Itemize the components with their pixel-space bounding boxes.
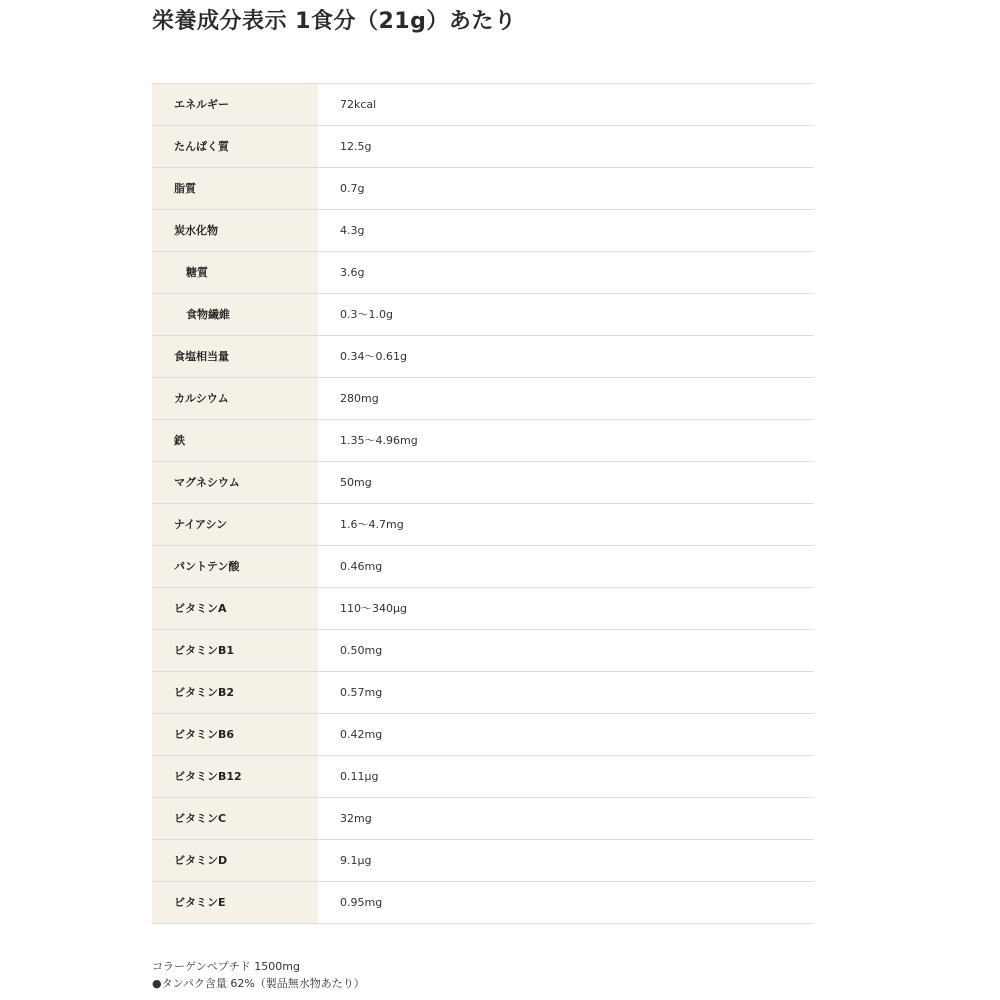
nutrient-name: ビタミンB6 [152, 714, 318, 756]
nutrient-value: 0.34～0.61g [318, 336, 814, 378]
nutrient-value: 0.57mg [318, 672, 814, 714]
table-row [152, 126, 814, 168]
nutrient-value: 12.5g [318, 126, 814, 168]
table-row [152, 252, 814, 294]
nutrient-name: ビタミンB2 [152, 672, 318, 714]
table-row [152, 504, 814, 546]
table-row [152, 336, 814, 378]
nutrient-name: ビタミンC [152, 798, 318, 840]
footnote-collagen: コラーゲンペプチド 1500mg [152, 960, 300, 973]
nutrient-value: 0.11μg [318, 756, 814, 798]
table-row [152, 756, 814, 798]
table-row [152, 882, 814, 924]
page-title: 栄養成分表示 1食分（21g）あたり [152, 9, 517, 34]
nutrient-name: 鉄 [152, 420, 318, 462]
nutrient-value: 110～340μg [318, 588, 814, 630]
nutrient-name: カルシウム [152, 378, 318, 420]
nutrient-value: 1.35～4.96mg [318, 420, 814, 462]
nutrient-name: 脂質 [152, 168, 318, 210]
nutrient-name: たんぱく質 [152, 126, 318, 168]
nutrient-name: 炭水化物 [152, 210, 318, 252]
nutrient-value: 0.50mg [318, 630, 814, 672]
nutrient-value: 0.42mg [318, 714, 814, 756]
nutrient-value: 280mg [318, 378, 814, 420]
nutrition-table [152, 83, 814, 924]
table-row [152, 672, 814, 714]
nutrient-value: 50mg [318, 462, 814, 504]
table-row [152, 210, 814, 252]
nutrient-name: エネルギー [152, 84, 318, 126]
table-row [152, 630, 814, 672]
nutrient-value: 3.6g [318, 252, 814, 294]
nutrient-value: 0.95mg [318, 882, 814, 924]
table-row [152, 420, 814, 462]
table-row [152, 294, 814, 336]
table-row [152, 714, 814, 756]
nutrient-name-sub: 食物繊維 [152, 294, 318, 336]
nutrient-name: パントテン酸 [152, 546, 318, 588]
nutrient-name: ビタミンE [152, 882, 318, 924]
nutrient-name: ナイアシン [152, 504, 318, 546]
nutrient-value: 0.7g [318, 168, 814, 210]
nutrient-name: ビタミンB12 [152, 756, 318, 798]
footnote-protein-content: ●タンパク含量 62%（製品無水物あたり） [152, 977, 365, 990]
table-row [152, 546, 814, 588]
nutrient-value: 0.3～1.0g [318, 294, 814, 336]
table-row [152, 462, 814, 504]
table-row [152, 168, 814, 210]
nutrition-table-body [152, 84, 814, 924]
nutrient-value: 4.3g [318, 210, 814, 252]
nutrient-value: 32mg [318, 798, 814, 840]
nutrient-name: ビタミンB1 [152, 630, 318, 672]
nutrient-value: 9.1μg [318, 840, 814, 882]
table-row [152, 378, 814, 420]
nutrient-value: 72kcal [318, 84, 814, 126]
table-row [152, 588, 814, 630]
nutrient-name: マグネシウム [152, 462, 318, 504]
nutrient-value: 0.46mg [318, 546, 814, 588]
footnotes [152, 958, 365, 992]
table-row [152, 84, 814, 126]
nutrient-value: 1.6～4.7mg [318, 504, 814, 546]
nutrient-name-sub: 糖質 [152, 252, 318, 294]
nutrient-name: ビタミンA [152, 588, 318, 630]
table-row [152, 840, 814, 882]
nutrient-name: ビタミンD [152, 840, 318, 882]
table-row [152, 798, 814, 840]
nutrient-name: 食塩相当量 [152, 336, 318, 378]
